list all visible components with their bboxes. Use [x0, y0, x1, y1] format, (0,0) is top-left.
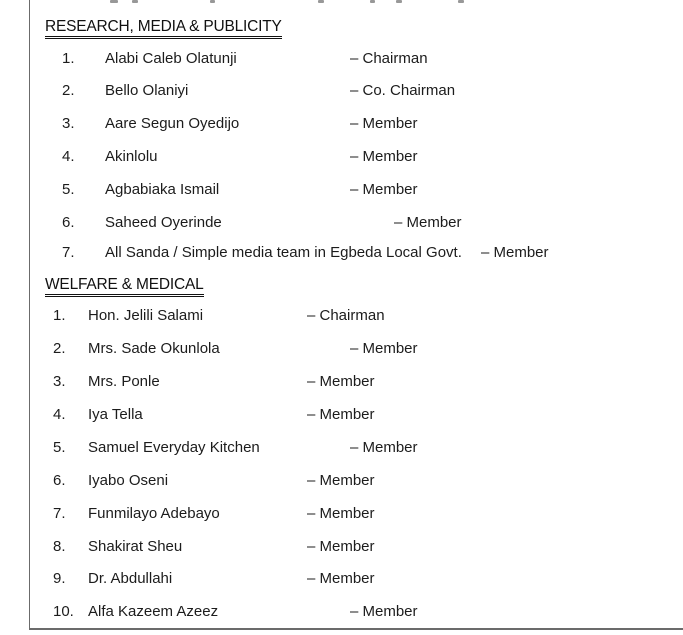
member-number: 5.	[53, 439, 66, 456]
member-number: 1.	[53, 307, 66, 324]
member-number: 10.	[53, 603, 74, 620]
member-number: 7.	[62, 244, 75, 261]
member-role: – Chairman	[350, 50, 428, 67]
member-name: Bello Olaniyi	[105, 82, 189, 99]
member-number: 3.	[53, 373, 66, 390]
member-name: Dr. Abdullahi	[88, 570, 173, 587]
member-number: 2.	[53, 340, 66, 357]
member-role: – Member	[307, 570, 375, 587]
member-name: Agbabiaka Ismail	[105, 181, 220, 198]
member-role: – Member	[307, 472, 375, 489]
member-name: Alabi Caleb Olatunji	[105, 50, 237, 67]
member-name: Samuel Everyday Kitchen	[88, 439, 260, 456]
member-name: Iyabo Oseni	[88, 472, 169, 489]
member-number: 4.	[62, 148, 75, 165]
member-role: – Member	[350, 181, 418, 198]
member-name: Saheed Oyerinde	[105, 214, 222, 231]
member-number: 2.	[62, 82, 75, 99]
member-number: 3.	[62, 115, 75, 132]
section-heading-research-media-publicity: RESEARCH, MEDIA & PUBLICITY	[45, 18, 282, 39]
member-number: 6.	[62, 214, 75, 231]
member-number: 9.	[53, 570, 66, 587]
member-name: Mrs. Sade Okunlola	[88, 340, 220, 357]
member-number: 4.	[53, 406, 66, 423]
member-number: 7.	[53, 505, 66, 522]
member-number: 8.	[53, 538, 66, 555]
member-role: – Member	[350, 439, 418, 456]
member-role: – Co. Chairman	[350, 82, 456, 99]
member-role: – Chairman	[307, 307, 385, 324]
member-role: – Member	[394, 214, 462, 231]
member-role: – Member	[481, 244, 549, 261]
member-number: 5.	[62, 181, 75, 198]
member-role: – Member	[350, 603, 418, 620]
section-heading-welfare-medical: WELFARE & MEDICAL	[45, 276, 204, 297]
member-role: – Member	[350, 148, 418, 165]
member-name: All Sanda / Simple media team in Egbeda Local Govt.	[105, 244, 462, 261]
member-role: – Member	[307, 538, 375, 555]
member-role: – Member	[350, 115, 418, 132]
member-name: Shakirat Sheu	[88, 538, 183, 555]
member-name: Alfa Kazeem Azeez	[88, 603, 219, 620]
member-role: – Member	[307, 373, 375, 390]
member-number: 1.	[62, 50, 75, 67]
member-name: Iya Tella	[88, 406, 143, 423]
member-role: – Member	[350, 340, 418, 357]
member-name: Funmilayo Adebayo	[88, 505, 220, 522]
member-role: – Member	[307, 505, 375, 522]
member-role: – Member	[307, 406, 375, 423]
clipped-previous-line	[70, 0, 590, 4]
member-name: Akinlolu	[105, 148, 158, 165]
member-name: Aare Segun Oyedijo	[105, 115, 240, 132]
member-number: 6.	[53, 472, 66, 489]
member-name: Mrs. Ponle	[88, 373, 160, 390]
member-name: Hon. Jelili Salami	[88, 307, 204, 324]
